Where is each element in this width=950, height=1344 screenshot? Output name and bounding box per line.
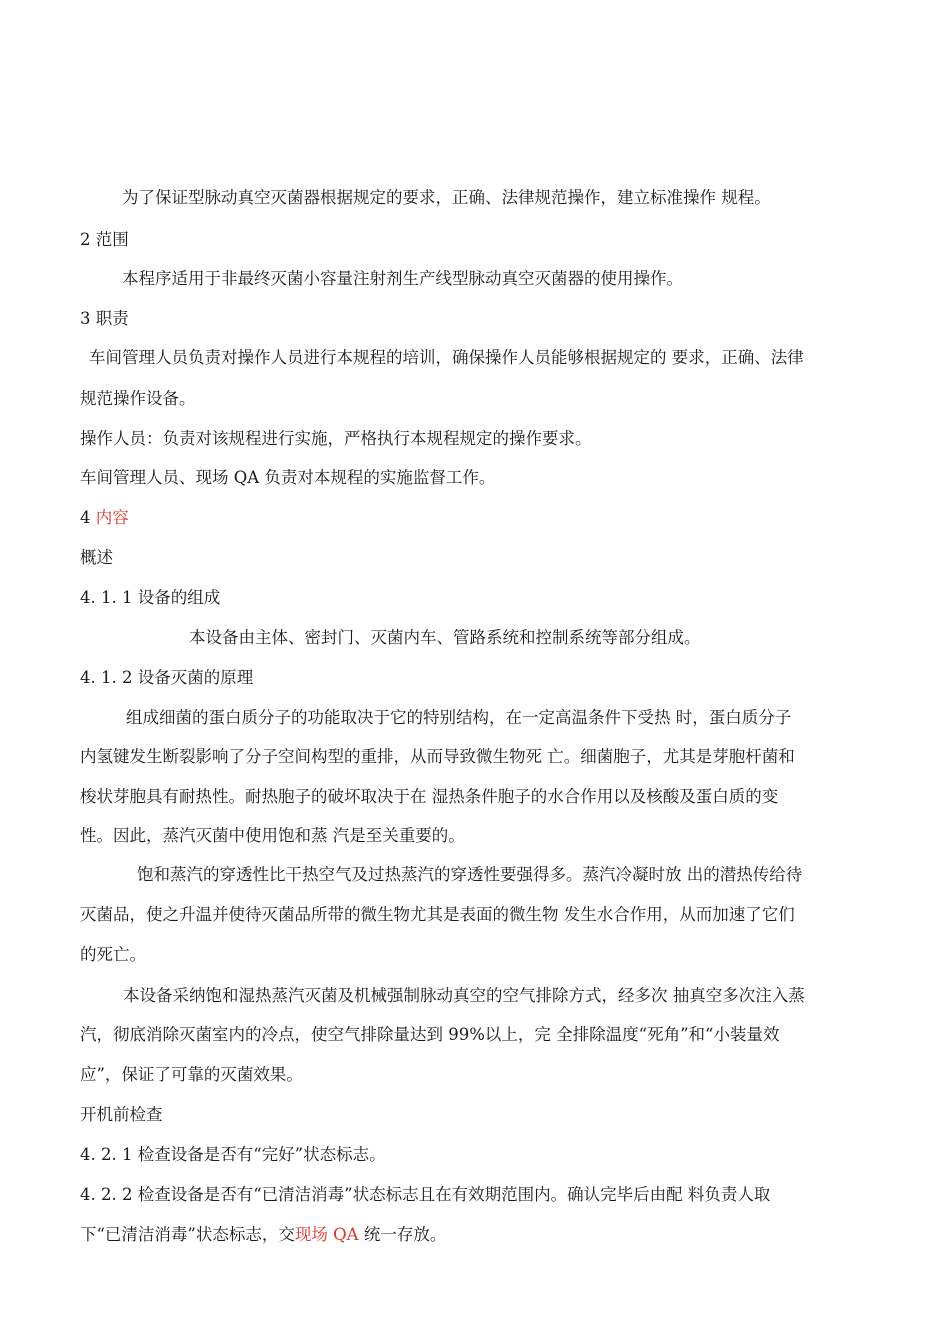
scope-heading: 2 范围 <box>80 230 129 249</box>
duties-paragraph-line: 规范操作设备。 <box>80 389 196 408</box>
content-heading <box>80 507 129 529</box>
overview-heading: 概述 <box>80 548 113 567</box>
section-4-1-2-heading: 4. 1. 2 设备灭菌的原理 <box>80 668 254 687</box>
principle-paragraph-line: 梭状芽胞具有耐热性。耐热胞子的破坏取决于在 湿热条件胞子的水合作用以及核酸及蛋白质的变 <box>80 787 779 806</box>
principle-paragraph-line: 性。因此，蒸汽灭菌中使用饱和蒸 汽是至关重要的。 <box>80 826 465 845</box>
principle-paragraph-line: 内氢键发生断裂影响了分子空间构型的重排，从而导致微生物死 亡。细菌胞子，尤其是芽胞杆菌和 <box>80 747 795 766</box>
section-4-1-1-heading: 4. 1. 1 设备的组成 <box>80 588 221 607</box>
content-heading-number: 4 <box>80 508 96 527</box>
principle-paragraph-line: 饱和蒸汽的穿透性比干热空气及过热蒸汽的穿透性要强得多。蒸汽冷凝时放 出的潜热传给待 <box>137 865 803 884</box>
section-4-2-2-line <box>80 1224 446 1246</box>
principle-paragraph-line: 汽，彻底消除灭菌室内的冷点，使空气排除量达到 99%以上，完 全排除温度“死角”和“小装量效 <box>80 1025 780 1044</box>
scope-paragraph: 本程序适用于非最终灭菌小容量注射剂生产线型脉动真空灭菌器的使用操作。 <box>122 269 683 288</box>
content-heading-label: 内容 <box>95 508 129 527</box>
section-4-2-2-text: 下“已清洁消毒”状态标志，交 <box>80 1225 295 1244</box>
principle-paragraph-line: 的死亡。 <box>80 945 146 964</box>
onsite-qa-highlight: 现场 QA <box>294 1225 359 1244</box>
operators-duty: 操作人员：负责对该规程进行实施，严格执行本规程规定的操作要求。 <box>80 429 592 448</box>
duties-heading: 3 职责 <box>80 309 129 328</box>
duties-paragraph-line: 车间管理人员负责对操作人员进行本规程的培训，确保操作人员能够根据规定的 要求，正确、法律 <box>89 348 804 367</box>
principle-paragraph-line: 组成细菌的蛋白质分子的功能取决于它的特别结构，在一定高温条件下受热 时，蛋白质分子 <box>126 708 792 727</box>
section-4-2-1: 4. 2. 1 检查设备是否有“完好”状态标志。 <box>80 1145 386 1164</box>
composition-paragraph: 本设备由主体、密封门、灭菌内车、管路系统和控制系统等部分组成。 <box>189 628 701 647</box>
section-4-2-2-text: 统一存放。 <box>358 1225 447 1244</box>
purpose-paragraph: 为了保证型脉动真空灭菌器根据规定的要求，正确、法律规范操作，建立标准操作 规程。 <box>122 188 771 207</box>
supervision-duty: 车间管理人员、现场 QA 负责对本规程的实施监督工作。 <box>80 468 496 487</box>
principle-paragraph-line: 应”，保证了可靠的灭菌效果。 <box>80 1065 303 1084</box>
section-4-2-2-line: 4. 2. 2 检查设备是否有“已清洁消毒”状态标志且在有效期范围内。确认完毕后由配 料负责人取 <box>80 1185 771 1204</box>
principle-paragraph-line: 本设备采纳饱和湿热蒸汽灭菌及机械强制脉动真空的空气排除方式，经多次 抽真空多次注入蒸 <box>123 986 805 1005</box>
principle-paragraph-line: 灭菌品，使之升温并使待灭菌品所带的微生物尤其是表面的微生物 发生水合作用，从而加速了它们 <box>80 905 795 924</box>
precheck-heading: 开机前检查 <box>80 1105 163 1124</box>
